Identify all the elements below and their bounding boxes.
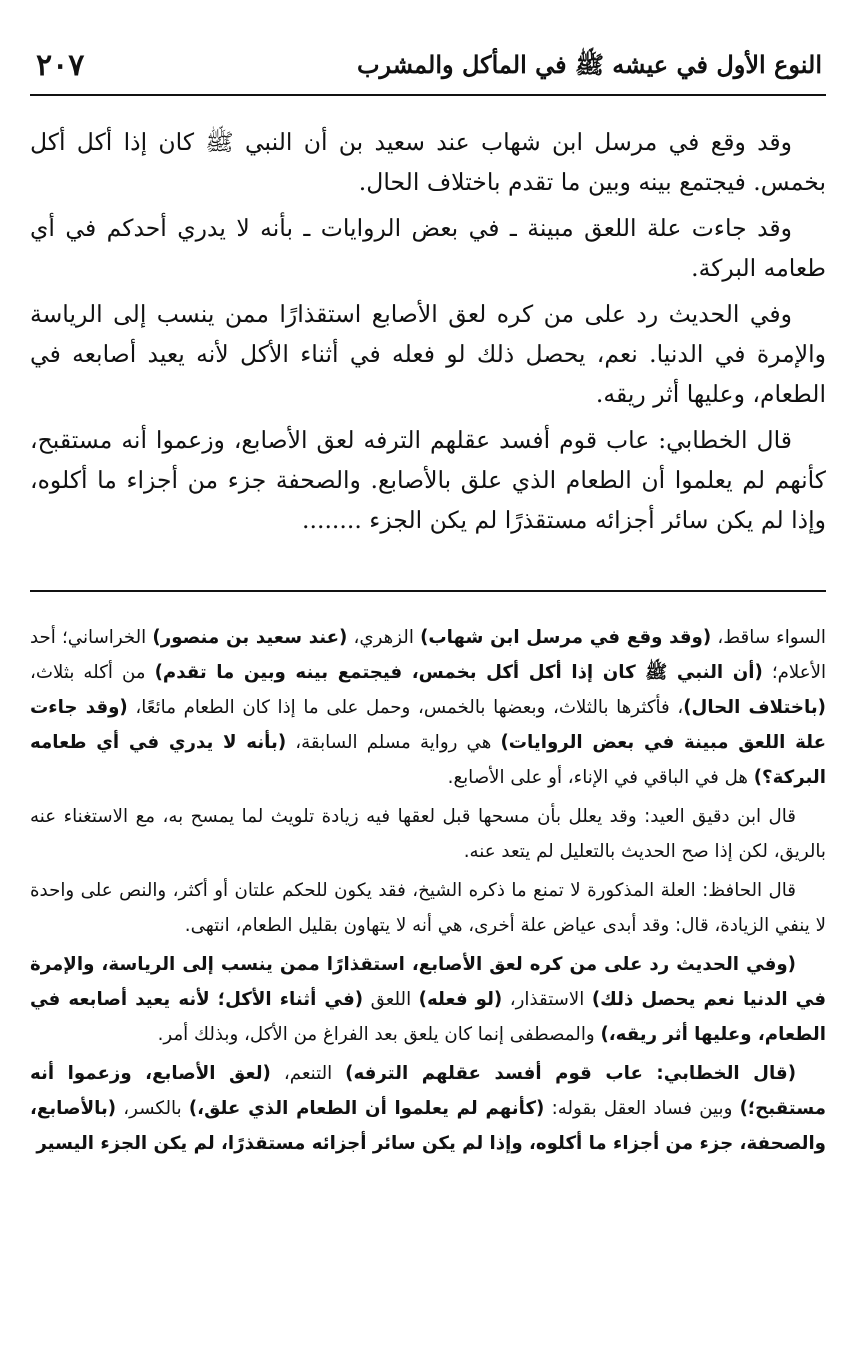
commentary xyxy=(30,620,826,1165)
commentary-text: بالكسر، xyxy=(116,1098,189,1119)
main-paragraph: وقد وقع في مرسل ابن شهاب عند سعيد بن أن النبي ﷺ كان إذا أكل أكل بخمس. فيجتمع بينه وبين ما تقدم باختلاف الحال. xyxy=(30,128,826,196)
commentary-quote: (قال الخطابي: عاب قوم أفسد عقلهم الترفه) xyxy=(345,1063,797,1084)
main-paragraph: وفي الحديث رد على من كره لعق الأصابع استقذارًا ممن ينسب إلى الرياسة والإمرة في الدنيا. نعم، يحصل ذلك لو فعله في أثناء الأكل لأنه يعيد أصابعه في الطعام، وعليها أثر ريقه. xyxy=(30,300,826,408)
commentary-quote: (أن النبي ﷺ كان إذا أكل أكل بخمس، فيجتمع بينه وبين ما تقدم) xyxy=(154,662,763,683)
commentary-text: هل في الباقي في الإناء، أو على الأصابع. xyxy=(447,767,754,788)
page-number: ٢٠٧ xyxy=(36,48,85,83)
commentary-quote: (وفي الحديث رد على من كره لعق الأصابع، استقذارًا ممن ينسب إلى الرياسة، والإمرة في الدنيا نعم يحصل ذلك) xyxy=(30,954,826,1010)
commentary-quote: (لو فعله) xyxy=(418,989,503,1010)
commentary-text: التنعم، xyxy=(270,1063,346,1084)
commentary-text: من أكله بثلاث، xyxy=(30,662,155,683)
commentary-quote: (وقد جاءت علة اللعق مبينة في بعض الروايات) xyxy=(30,697,826,753)
commentary-quote: (عند سعيد بن منصور) xyxy=(152,627,348,648)
main-text xyxy=(30,122,826,546)
commentary-text: السواء ساقط، xyxy=(711,627,826,648)
commentary-quote: (بأنه لا يدري في أي طعامه البركة؟) xyxy=(30,732,826,788)
commentary-quote: (كأنهم لم يعلموا أن الطعام الذي علق،) xyxy=(188,1098,545,1119)
page-header xyxy=(30,42,826,90)
commentary-paragraph xyxy=(30,620,826,795)
running-title: النوع الأول في عيشه ﷺ في المأكل والمشرب xyxy=(356,50,822,79)
commentary-text: وبين فساد العقل بقوله: xyxy=(544,1098,740,1119)
commentary-text: الاستقذار، xyxy=(502,989,592,1010)
commentary-quote: (باختلاف الحال) xyxy=(683,697,826,718)
commentary-text: الزهري، xyxy=(347,627,421,648)
commentary-paragraph: قال الحافظ: العلة المذكورة لا تمنع ما ذكره الشيخ، فقد يكون للحكم علتان أو أكثر، والنص على واحدة لا ينفي الزيادة، قال: وقد أبدى عياض علة أخرى، هي أنه لا يتهاون بقليل الطعام، انتهى. xyxy=(30,880,826,936)
commentary-text: ، فأكثرها بالثلاث، وبعضها بالخمس، وحمل على ما إذا كان الطعام مائعًا، xyxy=(127,697,684,718)
commentary-text: والمصطفى إنما كان يلعق بعد الفراغ من الأكل، وبذلك أمر. xyxy=(157,1024,601,1045)
commentary-paragraph xyxy=(30,1056,826,1161)
header-rule xyxy=(30,94,826,96)
commentary-quote: (لعق الأصابع، وزعموا أنه مستقبح؛) xyxy=(30,1063,826,1119)
commentary-quote: (في أثناء الأكل؛ لأنه يعيد أصابعه في الطعام، وعليها أثر ريقه،) xyxy=(30,989,826,1045)
commentary-quote: (بالأصابع، والصحفة، جزء من أجزاء ما أكلوه، وإذا لم يكن سائر أجزائه مستقذرًا، لم يكن الجزء اليسير xyxy=(30,1098,826,1154)
commentary-quote: (وقد وقع في مرسل ابن شهاب) xyxy=(420,627,712,648)
main-paragraph: وقد جاءت علة اللعق مبينة ـ في بعض الروايات ـ بأنه لا يدري أحدكم في أي طعامه البركة. xyxy=(30,214,826,282)
commentary-text: الخراساني؛ أحد الأعلام؛ xyxy=(30,627,827,683)
main-paragraph: قال الخطابي: عاب قوم أفسد عقلهم الترفه لعق الأصابع، وزعموا أنه مستقبح، كأنهم لم يعلموا أن الطعام الذي علق بالأصابع. والصحفة جزء من أجزاء ما أكلوه، وإذا لم يكن سائر أجزائه مستقذرًا لم يكن الجزء ........ xyxy=(30,426,826,534)
footnote-rule xyxy=(30,590,826,592)
commentary-paragraph xyxy=(30,947,826,1052)
commentary-text: هي رواية مسلم السابقة، xyxy=(286,732,501,753)
commentary-text: اللعق xyxy=(363,989,419,1010)
commentary-paragraph: قال ابن دقيق العيد: وقد يعلل بأن مسحها قبل لعقها فيه زيادة تلويث لما يمسح به، مع الاستغناء عنه بالريق، لكن إذا صح الحديث بالتعليل لم يتعد عنه. xyxy=(30,806,826,862)
